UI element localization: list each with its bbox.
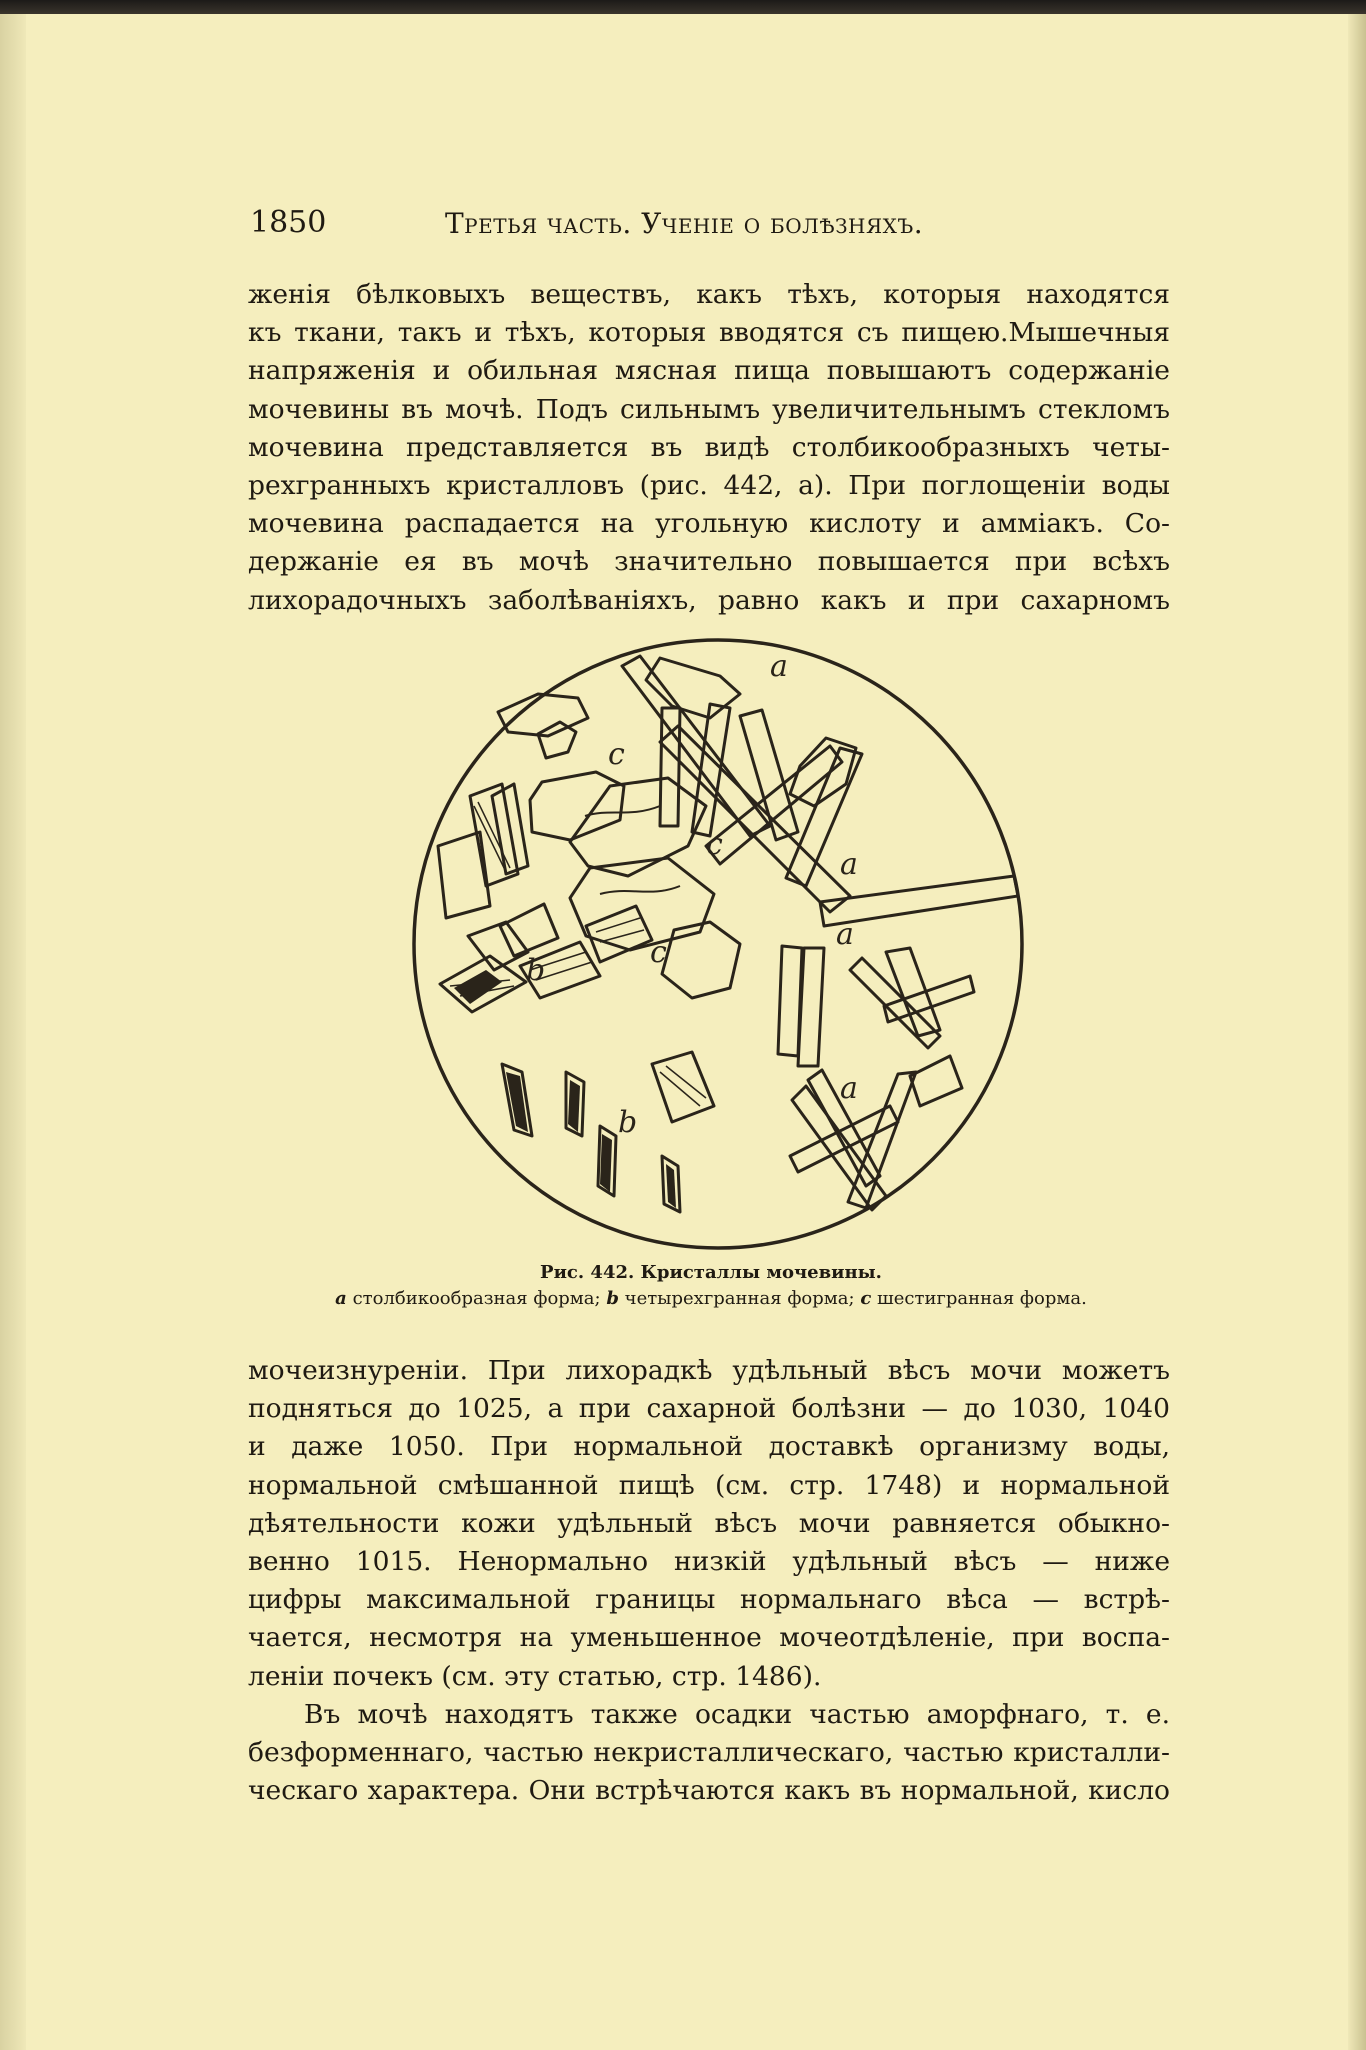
scan-right-edge bbox=[1348, 14, 1366, 2050]
text-line: держаніе ея въ мочѣ значительно повышается при всѣхъ bbox=[248, 546, 1170, 578]
page-header bbox=[250, 205, 1180, 245]
text-line: мочевины въ мочѣ. Подъ сильнымъ увеличительнымъ стекломъ bbox=[248, 393, 1170, 425]
text-line: подняться до 1025, а при сахарной болѣзни — до 1030, 1040 bbox=[248, 1393, 1170, 1425]
figure-label-a: a bbox=[840, 847, 858, 882]
figure-caption-legend bbox=[250, 1288, 1172, 1309]
text-line: напряженія и обильная мясная пища повышаютъ содержаніе bbox=[248, 355, 1170, 387]
text-line: мочеизнуреніи. При лихорадкѣ удѣльный вѣсъ мочи можетъ bbox=[248, 1355, 1170, 1386]
text-line: къ ткани, такъ и тѣхъ, которыя вводятся съ пищею.Мышечныя bbox=[248, 317, 1170, 349]
figure-label-c: c bbox=[706, 827, 723, 862]
microscope-field-circle bbox=[414, 640, 1022, 1248]
running-title: Третья часть. Ученіе о болѣзняхъ. bbox=[445, 207, 924, 240]
scan-top-edge bbox=[0, 0, 1366, 14]
text-line: лихорадочныхъ заболѣваніяхъ, равно какъ и при сахарномъ bbox=[248, 584, 1170, 616]
legend-text: столбикообразная форма; bbox=[352, 1288, 601, 1309]
text-line: мочевина представляется въ видѣ столбикообразныхъ четы- bbox=[248, 431, 1170, 463]
figure-caption-title: Рис. 442. Кристаллы мочевины. bbox=[540, 1262, 882, 1283]
figure-label-a: a bbox=[836, 917, 854, 952]
text-block-bottom bbox=[248, 1352, 1170, 1810]
text-line: дѣятельности кожи удѣльный вѣсъ мочи равняется обыкно- bbox=[248, 1507, 1170, 1539]
legend-key: b bbox=[606, 1288, 619, 1309]
figure-label-b: b bbox=[526, 953, 546, 988]
figure-label-c: c bbox=[650, 935, 667, 970]
legend-key: a bbox=[335, 1288, 347, 1309]
text-line: рехгранныхъ кристалловъ (рис. 442, а). При поглощеніи воды bbox=[248, 469, 1170, 501]
text-line: ческаго характера. Они встрѣчаются какъ въ нормальной, кисло bbox=[248, 1775, 1170, 1807]
text-block-top bbox=[248, 276, 1170, 620]
text-line: леніи почекъ (см. эту статью, стр. 1486). bbox=[248, 1660, 822, 1692]
urea-crystals-illustration bbox=[410, 636, 1026, 1252]
legend-text: четырехгранная форма; bbox=[624, 1288, 855, 1309]
text-line: венно 1015. Ненормально низкій удѣльный вѣсъ — ниже bbox=[248, 1545, 1170, 1577]
text-line: и даже 1050. При нормальной доставкѣ организму воды, bbox=[248, 1431, 1170, 1463]
legend-text: шестигранная форма. bbox=[877, 1288, 1087, 1309]
page-number: 1850 bbox=[250, 205, 327, 240]
columnar-crystals bbox=[622, 656, 1018, 1210]
text-line: безформеннаго, частью некристаллическаго, частью кристалли- bbox=[248, 1736, 1170, 1768]
text-line: цифры максимальной границы нормальнаго вѣса — встрѣ- bbox=[248, 1584, 1170, 1616]
text-line: мочевина распадается на угольную кислоту и амміакъ. Со- bbox=[248, 508, 1170, 540]
text-line: нормальной смѣшанной пищѣ (см. стр. 1748) и нормальной bbox=[248, 1469, 1170, 1501]
text-line: Въ мочѣ находятъ также осадки частью аморфнаго, т. е. bbox=[304, 1698, 1170, 1730]
scan-left-edge bbox=[0, 14, 26, 2050]
figure-label-c: c bbox=[608, 737, 625, 772]
text-line: чается, несмотря на уменьшенное мочеотдѣленіе, при воспа- bbox=[248, 1622, 1170, 1654]
figure-label-a: a bbox=[770, 649, 788, 684]
figure-label-b: b bbox=[618, 1105, 638, 1140]
figure-label-a: a bbox=[840, 1071, 858, 1106]
legend-key: c bbox=[860, 1288, 872, 1309]
text-line: женія бѣлковыхъ веществъ, какъ тѣхъ, которыя находятся bbox=[248, 279, 1170, 310]
